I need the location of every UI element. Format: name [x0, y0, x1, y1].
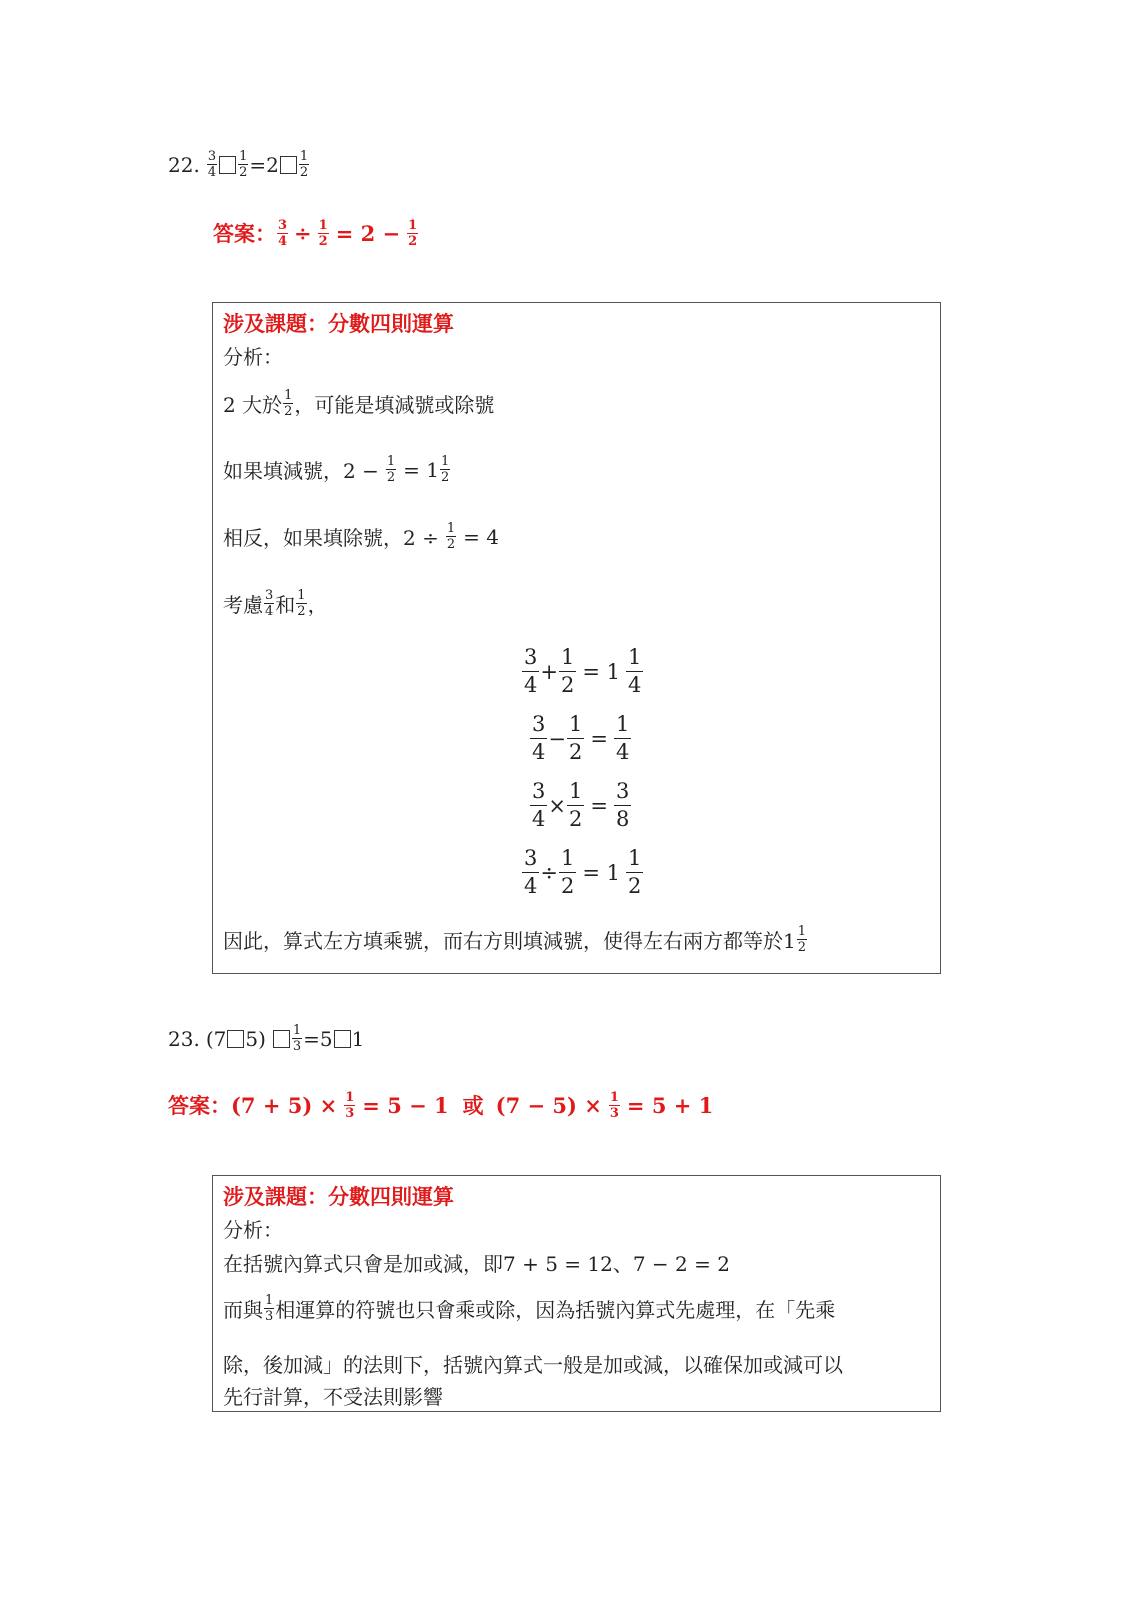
analysis-line: 如果填減號，2 − $\frac{1}{2}$ = 1 $\frac{1}{2}$	[223, 454, 450, 485]
fraction: $\frac{1}{2}$	[446, 521, 456, 552]
fraction: $\frac{1}{2}$	[297, 588, 306, 619]
question-number: 22.	[168, 152, 200, 177]
question-23: 23. (7 5) $\frac{1}{3}$ =5 1	[168, 1023, 365, 1054]
analysis-label: 分析：	[223, 345, 283, 369]
analysis-line: 而與 $\frac{1}{3}$ 相運算的符號也只會乘或除，因為括號內算式先處理，在「先乘	[223, 1293, 836, 1324]
fraction: $\frac{1}{2}$	[386, 454, 396, 485]
equation-multiply: $\frac{3}{4}$ × $\frac{1}{2}$ = $\frac{3}{8}$	[532, 779, 630, 831]
answer-22	[213, 218, 419, 248]
analysis-label: 分析：	[223, 1218, 283, 1242]
analysis-line: 考慮 $\frac{3}{4}$ 和 $\frac{1}{2}$ ，	[223, 588, 328, 619]
blank-box[interactable]	[280, 156, 297, 174]
question-number: 23.	[168, 1026, 200, 1051]
operator: +	[540, 659, 558, 684]
answer-label: 答案：	[168, 1093, 231, 1118]
blank-box[interactable]	[273, 1030, 290, 1048]
analysis-line: 先行計算，不受法則影響	[223, 1385, 443, 1409]
conclusion-line: 因此，算式左方填乘號，而右方則填減號，使得左右兩方都等於1 $\frac{1}{2}$	[223, 924, 807, 955]
fraction: $\frac{1}{3}$	[265, 1293, 274, 1324]
blank-box[interactable]	[227, 1030, 244, 1048]
operator: ÷	[294, 220, 312, 246]
operator: ÷	[540, 860, 558, 885]
analysis-line: 相反，如果填除號，2 ÷ $\frac{1}{2}$ = 4	[223, 521, 499, 552]
topic-heading: 涉及課題：分數四則運算	[223, 1184, 454, 1209]
fraction: $\frac{1}{3}$	[292, 1023, 302, 1054]
topic-heading: 涉及課題：分數四則運算	[223, 311, 454, 336]
number: 2	[266, 152, 279, 177]
fraction: $\frac{3}{4}$	[265, 588, 274, 619]
equals-sign: =	[249, 152, 267, 177]
fraction: $\frac{1}{2}$	[318, 217, 328, 249]
operator: ×	[548, 793, 566, 818]
analysis-line: 2 大於 $\frac{1}{2}$ ，可能是填減號或除號	[223, 388, 495, 419]
answer-label: 答案：	[213, 221, 276, 246]
analysis-line: 在括號內算式只會是加或減，即7 + 5 = 12、7 − 2 = 2	[223, 1252, 730, 1276]
fraction: $\frac{1}{2}$	[408, 217, 418, 249]
fraction: $\frac{1}{2}$	[299, 149, 309, 180]
fraction: $\frac{1}{3}$	[345, 1089, 355, 1121]
answer-text: = 2 −	[335, 220, 401, 246]
fraction: $\frac{1}{2}$	[440, 454, 450, 485]
equation-subtract: $\frac{3}{4}$ − $\frac{1}{2}$ = $\frac{1}{4}$	[532, 712, 630, 764]
blank-box[interactable]	[219, 156, 236, 174]
fraction: $\frac{1}{2}$	[797, 924, 807, 955]
fraction: $\frac{3}{4}$	[278, 217, 288, 249]
fraction: $\frac{1}{2}$	[284, 388, 293, 419]
fraction: $\frac{3}{4}$	[207, 149, 217, 180]
fraction: $\frac{1}{2}$	[239, 149, 248, 180]
blank-box[interactable]	[334, 1030, 351, 1048]
fraction: $\frac{1}{3}$	[609, 1089, 619, 1121]
analysis-line: 除，後加減」的法則下，括號內算式一般是加或減，以確保加或減可以	[223, 1353, 843, 1377]
analysis-box-22	[212, 302, 941, 974]
equation-add: $\frac{3}{4}$ + $\frac{1}{2}$ = 1 $\frac{1}{4}$	[524, 645, 642, 697]
analysis-box-23	[212, 1175, 941, 1412]
operator: −	[548, 726, 566, 751]
answer-23: 答案： (7 + 5) × $\frac{1}{3}$ = 5 − 1 或 (7 − 5) × $\frac{1}{3}$ = 5 + 1	[168, 1089, 714, 1121]
equation-divide: $\frac{3}{4}$ ÷ $\frac{1}{2}$ = 1 $\frac{1}{2}$	[524, 846, 642, 898]
question-22	[168, 150, 310, 179]
